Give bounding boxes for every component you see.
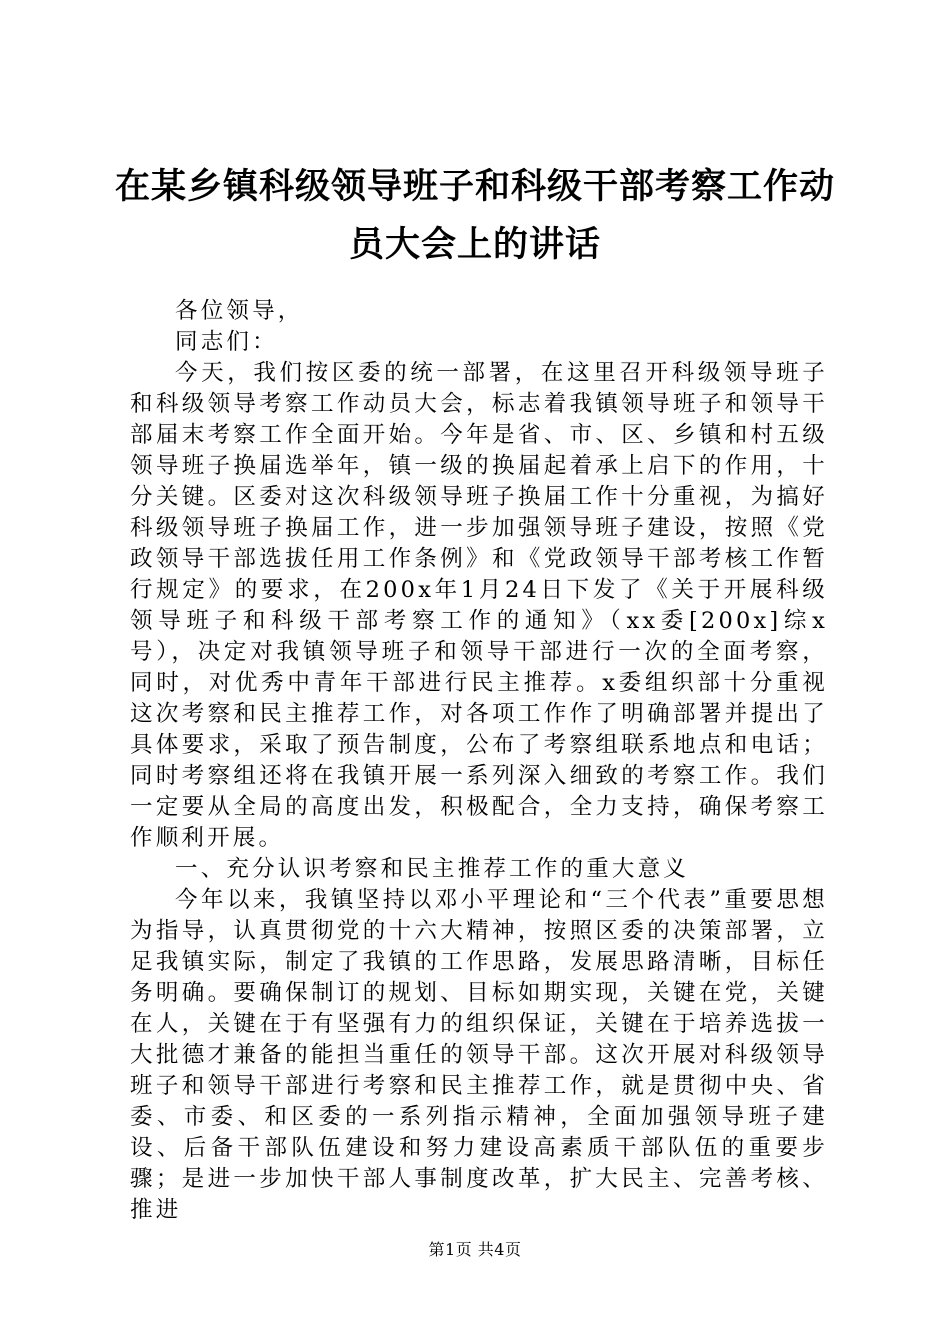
salutation-comrades: 同志们： — [175, 329, 278, 355]
page-number-footer: 第1页 共4页 — [428, 1240, 522, 1259]
document-title: 在某乡镇科级领导班子和科级干部考察工作动员大会上的讲话 — [114, 166, 835, 265]
section-heading-1: 一、充分认识考察和民主推荐工作的重大意义 — [175, 856, 690, 882]
paragraph-intro: 今天，我们按区委的统一部署，在这里召开科级领导班子和科级领导考察工作动员大会，标志着我镇领导班子和领导干部届末考察工作全面开始。今年是省、市、区、乡镇和村五级领导班子换届选举年，镇一级的换届起着承上启下的作用，十分关键。区委对这次科级领导班子换届工作十分重视，为搞好科级领导班子换届工作，进一步加强领导班子建设，按照《党政领导干部选拔任用工作条例》和《党政领导干部考核工作暂行规定》的要求，在200x年1月24日下发了《关于开展科级领导班子和科级干部考察工作的通知》（xx委[200x]综x号），决定对我镇领导班子和领导干部进行一次的全面考察，同时，对优秀中青年干部进行民主推荐。x委组织部十分重视这次考察和民主推荐工作，对各项工作作了明确部署并提出了具体要求，采取了预告制度，公布了考察组联系地点和电话；同时考察组还将在我镇开展一系列深入细致的考察工作。我们一定要从全局的高度出发，积极配合，全力支持，确保考察工作顺利开展。 — [130, 360, 828, 851]
salutation-leaders: 各位领导， — [175, 298, 304, 324]
document-body — [130, 296, 828, 1226]
paragraph-section-1: 今年以来，我镇坚持以邓小平理论和“三个代表”重要思想为指导，认真贯彻党的十六大精神，按照区委的决策部署，立足我镇实际，制定了我镇的工作思路，发展思路清晰，目标任务明确。要确保制订的规划、目标如期实现，关键在党，关键在人，关键在于有坚强有力的组织保证，关键在于培养选拔一大批德才兼备的能担当重任的领导干部。这次开展对科级领导班子和领导干部进行考察和民主推荐工作，就是贯彻中央、省委、市委、和区委的一系列指示精神，全面加强领导班子建设、后备干部队伍建设和努力建设高素质干部队伍的重要步骤；是进一步加快干部人事制度改革，扩大民主、完善考核、推进 — [130, 887, 828, 1223]
